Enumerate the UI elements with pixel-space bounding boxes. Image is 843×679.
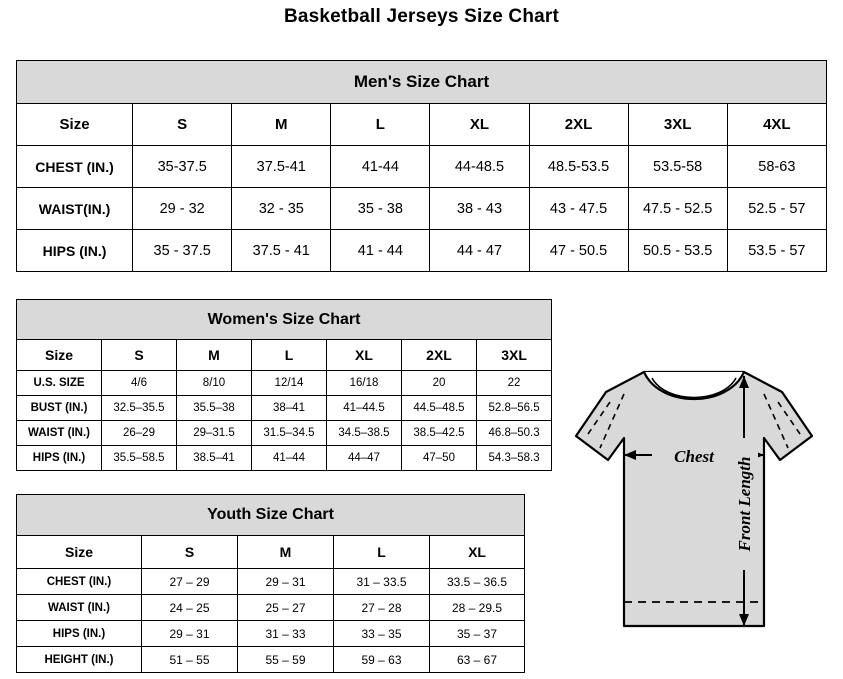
womens-header-3xl: 3XL xyxy=(477,340,552,371)
womens-ussize-xl: 16/18 xyxy=(327,371,402,396)
table-row xyxy=(17,595,525,621)
womens-hips-2xl: 47–50 xyxy=(402,446,477,471)
mens-waist-l: 35 - 38 xyxy=(331,188,430,230)
mens-header-s: S xyxy=(133,104,232,146)
mens-waist-s: 29 - 32 xyxy=(133,188,232,230)
mens-header-xl: XL xyxy=(430,104,529,146)
jersey-measurement-diagram xyxy=(548,330,838,670)
mens-chest-m: 37.5-41 xyxy=(232,146,331,188)
youth-height-m: 55 – 59 xyxy=(238,647,334,673)
youth-hips-s: 29 – 31 xyxy=(142,621,238,647)
womens-hips-l: 41–44 xyxy=(252,446,327,471)
womens-waist-l: 31.5–34.5 xyxy=(252,421,327,446)
youth-height-l: 59 – 63 xyxy=(334,647,430,673)
youth-chest-s: 27 – 29 xyxy=(142,569,238,595)
youth-height-s: 51 – 55 xyxy=(142,647,238,673)
mens-header-3xl: 3XL xyxy=(628,104,727,146)
youth-header-xl: XL xyxy=(430,536,525,569)
womens-header-size: Size xyxy=(17,340,102,371)
youth-row-label-waist: WAIST (IN.) xyxy=(17,595,142,621)
womens-bust-s: 32.5–35.5 xyxy=(102,396,177,421)
womens-row-label-waist: WAIST (IN.) xyxy=(17,421,102,446)
womens-waist-3xl: 46.8–50.3 xyxy=(477,421,552,446)
table-caption-row xyxy=(17,495,525,536)
table-row xyxy=(17,230,827,272)
mens-waist-3xl: 47.5 - 52.5 xyxy=(628,188,727,230)
table-caption-row xyxy=(17,300,552,340)
womens-waist-m: 29–31.5 xyxy=(177,421,252,446)
mens-hips-m: 37.5 - 41 xyxy=(232,230,331,272)
table-row xyxy=(17,569,525,595)
womens-bust-l: 38–41 xyxy=(252,396,327,421)
youth-height-xl: 63 – 67 xyxy=(430,647,525,673)
table-header-row xyxy=(17,104,827,146)
youth-chest-l: 31 – 33.5 xyxy=(334,569,430,595)
mens-waist-2xl: 43 - 47.5 xyxy=(529,188,628,230)
table-row xyxy=(17,396,552,421)
womens-hips-s: 35.5–58.5 xyxy=(102,446,177,471)
mens-chest-4xl: 58-63 xyxy=(727,146,826,188)
mens-row-label-hips: HIPS (IN.) xyxy=(17,230,133,272)
youth-waist-xl: 28 – 29.5 xyxy=(430,595,525,621)
front-length-label: Front Length xyxy=(735,456,754,552)
womens-bust-2xl: 44.5–48.5 xyxy=(402,396,477,421)
womens-hips-m: 38.5–41 xyxy=(177,446,252,471)
womens-ussize-m: 8/10 xyxy=(177,371,252,396)
table-row xyxy=(17,371,552,396)
womens-header-2xl: 2XL xyxy=(402,340,477,371)
youth-hips-xl: 35 – 37 xyxy=(430,621,525,647)
mens-chest-3xl: 53.5-58 xyxy=(628,146,727,188)
mens-hips-xl: 44 - 47 xyxy=(430,230,529,272)
youth-waist-s: 24 – 25 xyxy=(142,595,238,621)
womens-header-s: S xyxy=(102,340,177,371)
womens-ussize-3xl: 22 xyxy=(477,371,552,396)
youth-size-chart-table xyxy=(16,494,525,673)
table-row xyxy=(17,446,552,471)
mens-header-size: Size xyxy=(17,104,133,146)
mens-header-2xl: 2XL xyxy=(529,104,628,146)
womens-row-label-us-size: U.S. SIZE xyxy=(17,371,102,396)
womens-waist-2xl: 38.5–42.5 xyxy=(402,421,477,446)
womens-waist-s: 26–29 xyxy=(102,421,177,446)
mens-row-label-chest: CHEST (IN.) xyxy=(17,146,133,188)
womens-hips-xl: 44–47 xyxy=(327,446,402,471)
mens-header-4xl: 4XL xyxy=(727,104,826,146)
mens-table-caption: Men's Size Chart xyxy=(17,61,827,104)
womens-header-m: M xyxy=(177,340,252,371)
womens-size-chart-table xyxy=(16,299,552,471)
youth-header-l: L xyxy=(334,536,430,569)
youth-hips-m: 31 – 33 xyxy=(238,621,334,647)
youth-row-label-chest: CHEST (IN.) xyxy=(17,569,142,595)
mens-waist-m: 32 - 35 xyxy=(232,188,331,230)
womens-row-label-hips: HIPS (IN.) xyxy=(17,446,102,471)
page-title: Basketball Jerseys Size Chart xyxy=(283,6,560,27)
mens-row-label-waist: WAIST(IN.) xyxy=(17,188,133,230)
youth-row-label-height: HEIGHT (IN.) xyxy=(17,647,142,673)
youth-waist-l: 27 – 28 xyxy=(334,595,430,621)
youth-chest-m: 29 – 31 xyxy=(238,569,334,595)
mens-chest-l: 41-44 xyxy=(331,146,430,188)
womens-hips-3xl: 54.3–58.3 xyxy=(477,446,552,471)
chest-label: Chest xyxy=(674,447,714,466)
table-row xyxy=(17,621,525,647)
youth-header-s: S xyxy=(142,536,238,569)
mens-chest-s: 35-37.5 xyxy=(133,146,232,188)
youth-header-size: Size xyxy=(17,536,142,569)
womens-ussize-l: 12/14 xyxy=(252,371,327,396)
youth-chest-xl: 33.5 – 36.5 xyxy=(430,569,525,595)
mens-hips-l: 41 - 44 xyxy=(331,230,430,272)
mens-hips-3xl: 50.5 - 53.5 xyxy=(628,230,727,272)
womens-waist-xl: 34.5–38.5 xyxy=(327,421,402,446)
table-row xyxy=(17,647,525,673)
mens-waist-4xl: 52.5 - 57 xyxy=(727,188,826,230)
table-row xyxy=(17,146,827,188)
womens-header-l: L xyxy=(252,340,327,371)
table-header-row xyxy=(17,340,552,371)
jersey-body-shape xyxy=(576,372,812,626)
table-row xyxy=(17,188,827,230)
mens-waist-xl: 38 - 43 xyxy=(430,188,529,230)
womens-ussize-2xl: 20 xyxy=(402,371,477,396)
youth-table-caption: Youth Size Chart xyxy=(17,495,525,536)
youth-hips-l: 33 – 35 xyxy=(334,621,430,647)
youth-header-m: M xyxy=(238,536,334,569)
womens-bust-3xl: 52.8–56.5 xyxy=(477,396,552,421)
womens-ussize-s: 4/6 xyxy=(102,371,177,396)
mens-chest-xl: 44-48.5 xyxy=(430,146,529,188)
womens-row-label-bust: BUST (IN.) xyxy=(17,396,102,421)
mens-chest-2xl: 48.5-53.5 xyxy=(529,146,628,188)
mens-header-l: L xyxy=(331,104,430,146)
youth-waist-m: 25 – 27 xyxy=(238,595,334,621)
mens-hips-s: 35 - 37.5 xyxy=(133,230,232,272)
womens-header-xl: XL xyxy=(327,340,402,371)
mens-hips-4xl: 53.5 - 57 xyxy=(727,230,826,272)
womens-bust-xl: 41–44.5 xyxy=(327,396,402,421)
table-header-row xyxy=(17,536,525,569)
womens-bust-m: 35.5–38 xyxy=(177,396,252,421)
mens-header-m: M xyxy=(232,104,331,146)
mens-hips-2xl: 47 - 50.5 xyxy=(529,230,628,272)
table-caption-row xyxy=(17,61,827,104)
youth-row-label-hips: HIPS (IN.) xyxy=(17,621,142,647)
table-row xyxy=(17,421,552,446)
womens-table-caption: Women's Size Chart xyxy=(17,300,552,340)
mens-size-chart-table xyxy=(16,60,827,272)
